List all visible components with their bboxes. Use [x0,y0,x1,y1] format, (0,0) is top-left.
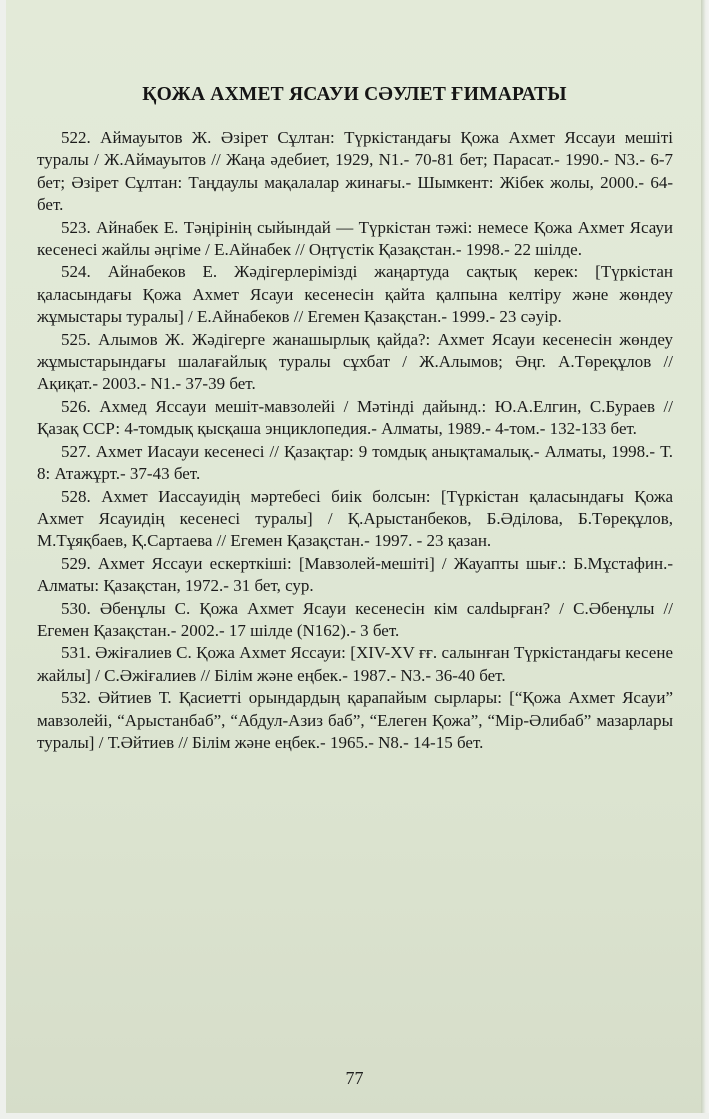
entry-number: 524. [61,262,91,282]
entry-text: Әжіғалиев С. Қожа Ахмет Яссауи: [XIV-XV ғғ. салынған Түркістандағы кесене жайлы] / С.Әжіғалиев // Білім және еңбек.- 1987.- N3.- 36-40 бет. [37,643,673,685]
section-heading: ҚОЖА АХМЕТ ЯСАУИ СӘУЛЕТ ҒИМАРАТЫ [142,84,567,105]
bibliography-entry-529 [37,553,673,598]
entry-number: 531. [61,643,91,663]
bibliography-entry-526 [37,396,673,441]
bibliography-entry-523 [37,217,673,262]
bibliography-entry-524 [37,261,673,328]
entry-number: 528. [61,486,91,506]
page-right-edge [701,0,709,1119]
entry-number: 529. [61,553,91,573]
entry-text: Әбенұлы С. Қожа Ахмет Ясауи кесенесін кім салdырған? / С.Әбенұлы // Егемен Қазақстан.- 2002.- 17 шілде (N162).- 3 бет. [37,598,673,640]
bibliography-entry-531 [37,642,673,687]
entry-text: Әйтиев Т. Қасиетті орындардың қарапайым сырлары: [“Қожа Ахмет Ясауи” мавзолейі, “Арыстанбаб”, “Абдул-Азиз баб”, “Елеген Қожа”, “Мір-Әлибаб” мазарлары туралы] / Т.Әйтиев // Білім және еңбек.- 1965.- N8.- 14-15 бет. [37,688,673,752]
page-number: 77 [345,1068,364,1088]
bibliography-entry-532 [37,687,673,754]
bibliography-list [37,127,673,754]
entry-number: 526. [61,396,91,416]
entry-number: 530. [61,598,91,618]
page-bottom-edge [0,1113,709,1119]
entry-text: Ахмет Иасауи кесенесі // Қазақтар: 9 томдық анықтамалық.- Алматы, 1998.- Т. 8: Атажұрт.- 37-43 бет. [37,441,674,484]
page-left-edge [0,0,6,1119]
bibliography-entry-530 [37,598,673,643]
bibliography-entry-522 [37,127,673,217]
entry-text: Ахмет Иассауидің мәртебесі биік болсын: [Түркістан қаласындағы Қожа Ахмет Ясауидің кесенесі туралы] / Қ.Арыстанбеков, Б.Әділова, Б.Төреқұлов, М.Тұяқбаев, Қ.Сартаева // Егемен Қазақстан.- 1997. - 23 қазан. [37,486,673,551]
bibliography-entry-528 [37,486,673,553]
entry-number: 525. [61,329,91,349]
entry-number: 532. [61,688,91,708]
entry-text: Айнабек Е. Тәңірінің сыйындай — Түркістан тәжі: немесе Қожа Ахмет Ясауи кесенесі жайлы әңгіме / Е.Айнабек // Оңтүстік Қазақстан.- 1998.- 22 шілде. [37,217,674,260]
entry-number: 523. [61,217,91,237]
entry-text: Ахмет Яссауи ескерткіші: [Мавзолей-мешіті] / Жауапты шығ.: Б.Мұстафин.- Алматы: Қазақстан, 1972.- 31 бет, сур. [37,553,674,596]
bibliography-entry-525 [37,329,673,396]
entry-text: Ахмед Яссауи мешіт-мавзолейі / Мәтінді дайынд.: Ю.А.Елгин, С.Бураев // Қазақ ССР: 4-томдық қысқаша энциклопедия.- Алматы, 1989.- 4-том.- 132-133 бет. [37,396,673,439]
entry-text: Алымов Ж. Жәдігерге жанашырлық қайда?: Ахмет Ясауи кесенесін жөндеу жұмыстарындағы шалағайлық туралы сұхбат / Ж.Алымов; Әңг. А.Төреқұлов // Ақиқат.- 2003.- N1.- 37-39 бет. [37,329,673,394]
entry-text: Аймауытов Ж. Әзірет Сұлтан: Түркістандағы Қожа Ахмет Яссауи мешіті туралы / Ж.Аймауытов // Жаңа әдебиет, 1929, N1.- 70-81 бет; Парасат.- 1990.- N3.- 6-7 бет; Әзірет Сұлтан: Таңдаулы мақалалар жинағы.- Шымкент: Жібек жолы, 2000.- 64-бет. [37,128,673,215]
entry-number: 522. [61,128,91,147]
bibliography-entry-527 [37,441,673,486]
entry-text: Айнабеков Е. Жәдігерлерімізді жаңартуда сақтық керек: [Түркістан қаласындағы Қожа Ахмет Ясауи кесенесін қайта қалпына келтіру және жөндеу жұмыстары туралы] / Е.Айнабеков // Егемен Қазақстан.- 1999.- 23 сәуір. [37,262,674,327]
entry-number: 527. [61,441,91,461]
